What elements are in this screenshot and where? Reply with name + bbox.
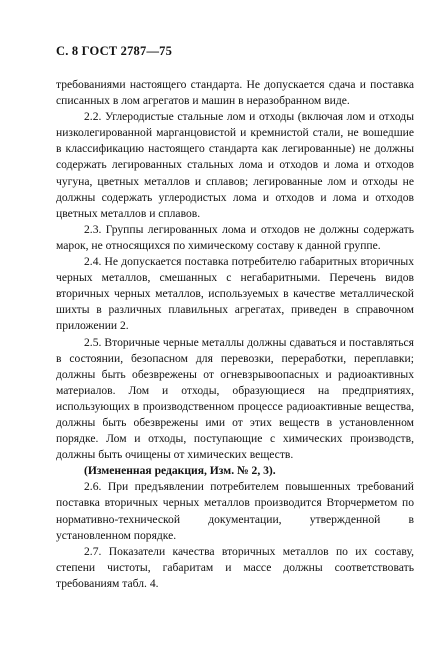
paragraph-2-6: 2.6. При предъявлении потребителем повышенных требований поставка вторичных черных металлов производится Вторчерметом по нормативно-технической документации, утвержденной в установленном порядке. — [56, 480, 414, 542]
paragraph-2-3: 2.3. Группы легированных лома и отходов не должны содержать марок, не относящихся по химическому составу к данной группе. — [56, 222, 414, 252]
page-header: С. 8 ГОСТ 2787—75 — [56, 44, 173, 58]
paragraph-continuation: требованиями настоящего стандарта. Не допускается сдача и поставка списанных в лом агрегатов и машин в неразобранном виде. — [56, 78, 414, 108]
document-page — [56, 44, 414, 592]
paragraph-2-5: 2.5. Вторичные черные металлы должны сдаваться и поставляться в состоянии, безопасном для перевозки, переработки, переплавки; должны быть обезврежены от огневзрывоопасных и радиоактивных материалов. Лом и отходы, образующиеся на предприятиях, использующих в производственном процессе радиоактивные вещества, должны быть обезврежены ими от этих веществ в установленном порядке. Лом и отходы, поступающие с химических производств, должны быть очищены от химических веществ. — [56, 335, 414, 462]
paragraph-2-2: 2.2. Углеродистые стальные лом и отходы (включая лом и отходы низколегированной марганцовистой и кремнистой стали, не вошедшие в классификацию настоящего стандарта как легированные) не должны содержать легированных стальных лома и отходов и лома и отходов чугуна, цветных металлов и сплавов; легированные лом и отходы не должны содержать углеродистых лома и отходов и лома и отходов цветных металлов и сплавов. — [56, 110, 414, 220]
amendment-note: (Измененная редакция, Изм. № 2, 3). — [84, 464, 276, 478]
paragraph-2-7: 2.7. Показатели качества вторичных металлов по их составу, степени чистоты, габаритам и массе должны соответствовать требованиям табл. 4. — [56, 544, 414, 590]
paragraph-2-4: 2.4. Не допускается поставка потребителю габаритных вторичных черных металлов, смешанных с негабаритными. Перечень видов вторичных черных металлов, используемых в качестве металлической шихты в различных плавильных агрегатах, приведен в справочном приложении 2. — [56, 255, 414, 333]
